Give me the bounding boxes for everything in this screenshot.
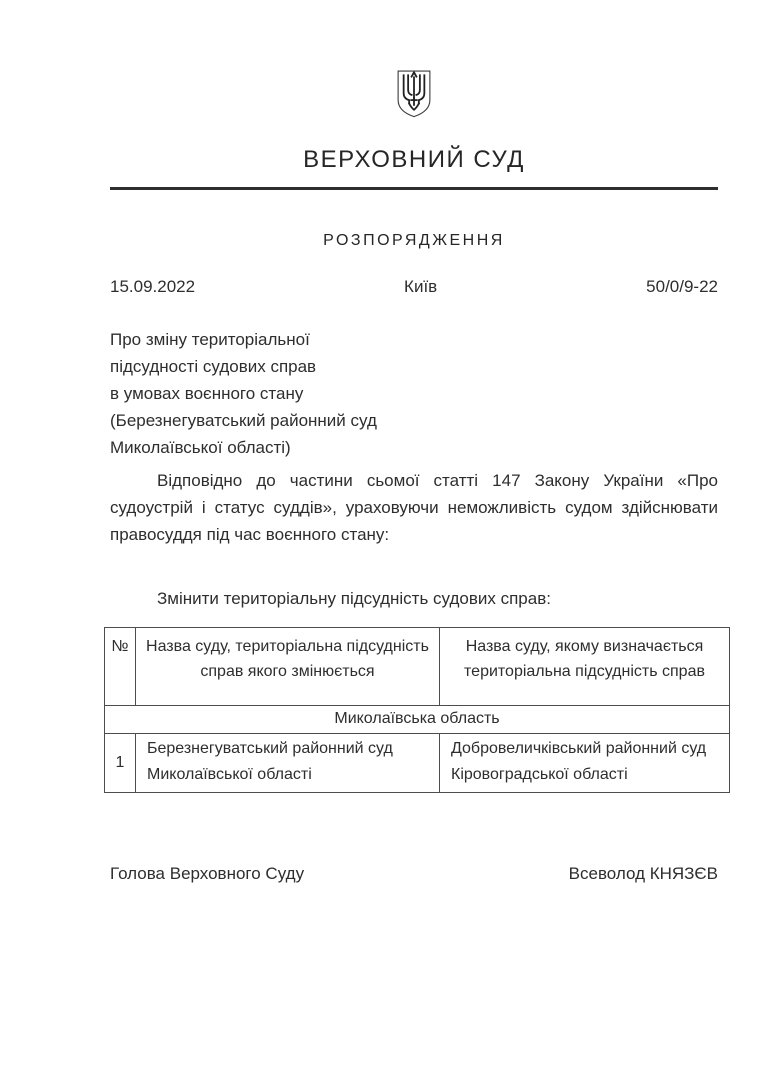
jurisdiction-table: [104, 627, 730, 793]
header-cell-to-court: Назва суду, якому визначається територіальна підсудність справ: [440, 628, 730, 706]
body-paragraph: Відповідно до частини сьомої статті 147 Закону України «Про судоустрій і статус суддів», ураховуючи неможливість судом здійснювати правосуддя під час воєнного стану:: [110, 471, 718, 544]
table-header-row: [105, 628, 730, 706]
table-row: [105, 734, 730, 793]
signature-row: [110, 864, 718, 884]
row-number: 1: [105, 734, 136, 793]
from-court-cell: Березнегуватський районний суд Миколаївської області: [136, 734, 440, 793]
to-court-cell: Добровеличківський районний суд Кіровоградської області: [440, 734, 730, 793]
subject-block: [110, 326, 718, 461]
order-line: Змінити територіальну підсудність судових справ:: [157, 589, 551, 608]
region-row: [105, 706, 730, 734]
org-name: ВЕРХОВНИЙ СУД: [303, 146, 525, 173]
subject-line: Про зміну територіальної: [110, 330, 310, 349]
document-number: 50/0/9-22: [646, 277, 718, 296]
document-type-title: РОЗПОРЯДЖЕННЯ: [323, 232, 505, 249]
subject-line: Миколаївської області): [110, 438, 291, 457]
document-city: Київ: [404, 277, 438, 296]
region-name: Миколаївська область: [105, 706, 730, 734]
subject-line: підсудності судових справ: [110, 357, 317, 376]
ukraine-trident-emblem-icon: [393, 69, 435, 127]
signer-position: Голова Верховного Суду: [110, 864, 305, 883]
date-row: [110, 277, 718, 297]
subject-line: в умовах воєнного стану: [110, 384, 304, 403]
letterhead: [110, 0, 718, 132]
header-cell-from-court: Назва суду, територіальна підсудність справ якого змінюється: [136, 628, 440, 706]
letterhead-divider: [110, 187, 718, 190]
document-date: 15.09.2022: [110, 277, 196, 296]
subject-line: (Березнегуватський районний суд: [110, 411, 377, 430]
header-cell-number: №: [105, 628, 136, 706]
signer-name: Всеволод КНЯЗЄВ: [568, 864, 718, 883]
